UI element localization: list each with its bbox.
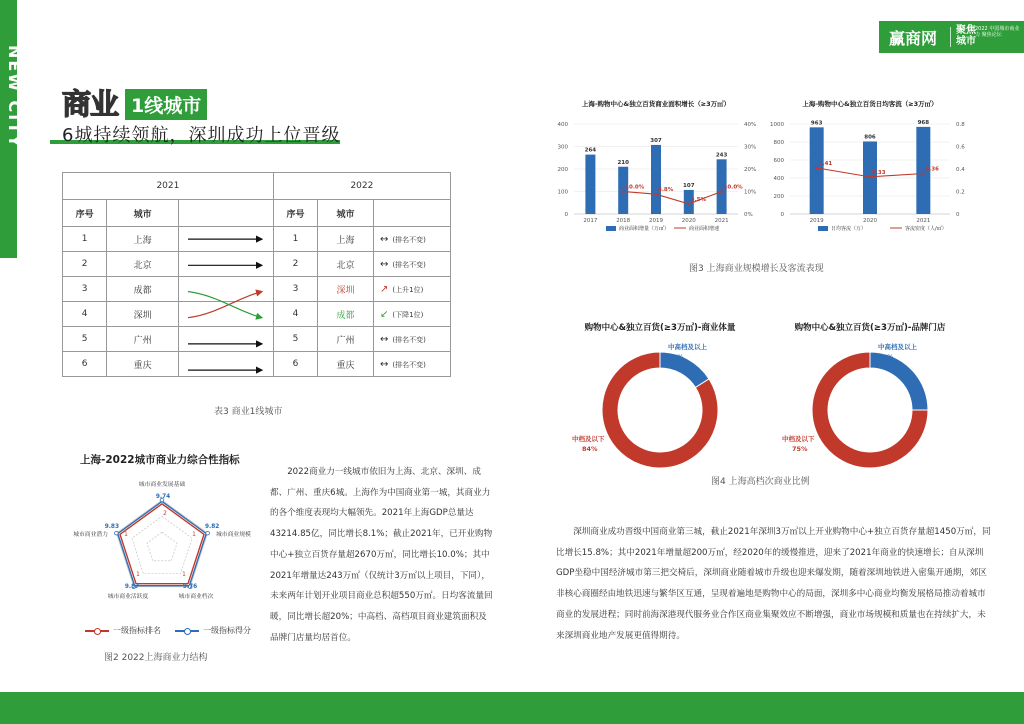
rank-change-label: (排名不变) bbox=[392, 335, 426, 344]
city-2021: 深圳 bbox=[107, 302, 179, 327]
y-tick-right: 10% bbox=[744, 189, 757, 196]
footfall-chart bbox=[760, 96, 986, 242]
bar-value-label: 806 bbox=[864, 134, 876, 141]
radar-axis-label: 城市商业发展基础 bbox=[138, 482, 186, 488]
donut-title: 购物中心&独立百货(≥3万㎡)-商业体量 bbox=[584, 323, 736, 333]
city-2021: 重庆 bbox=[107, 352, 179, 377]
rank-2021: 3 bbox=[63, 277, 107, 302]
rank-2021: 1 bbox=[63, 227, 107, 252]
col-no-2022: 序号 bbox=[273, 200, 317, 227]
city-2022: 深圳 bbox=[318, 277, 374, 302]
y-tick-left: 200 bbox=[557, 167, 568, 173]
y-tick-left: 100 bbox=[557, 189, 568, 196]
line-value-label: 4.5% bbox=[690, 196, 707, 203]
y-tick-right: 0.4 bbox=[956, 167, 965, 173]
rank-2021: 5 bbox=[63, 327, 107, 352]
rank-change bbox=[374, 352, 451, 377]
section-title-highlight: 1线城市 bbox=[125, 89, 207, 120]
line-point bbox=[622, 190, 625, 193]
rank-2021: 2 bbox=[63, 252, 107, 277]
bottom-accent-band bbox=[0, 692, 1024, 724]
rank-2022: 6 bbox=[273, 352, 317, 377]
rank-2022: 3 bbox=[273, 277, 317, 302]
unchanged-arrow-icon: ↔ bbox=[380, 333, 389, 345]
paragraph-right: 深圳商业成功晋级中国商业第三城，截止2021年深圳3万㎡以上开业购物中心+独立百货存量超1450万㎡，同比增长15.8%；其中2021年增量超200万㎡，经2020年的缓慢推进，迎来了2021年商业的快速增长；自从深圳GDP坐稳中国经济城市第三把交椅后，深圳商业随着城市升级也迎来爆发期，随着深圳地铁进入密集开通期，郊区非核心商圈经由地铁迅速与繁华区互通，呈现着遍地是购物中心的局面，深圳多中心商业均衡发展格局推动着城市商业的发展进程；同时前海深港现代服务业合作区商业集聚效应不断增强，商业市场规模和质量也在持续扩大，未来深圳商业地产发展更值得期待。 bbox=[556, 527, 991, 641]
y-tick-left: 0 bbox=[564, 212, 568, 218]
rank-change bbox=[374, 277, 451, 302]
city-2022: 成都 bbox=[318, 302, 374, 327]
side-label: NEW CITY bbox=[5, 45, 24, 149]
col-city-2022: 城市 bbox=[318, 200, 374, 227]
slice-pct: 25% bbox=[878, 353, 894, 361]
radar-rank-label: 1 bbox=[124, 532, 128, 538]
y-tick-right: 0.2 bbox=[956, 189, 965, 196]
line-point bbox=[688, 203, 691, 206]
radar-axis-label: 城市商业活跃度 bbox=[107, 594, 149, 600]
radar-score-label: 9.87 bbox=[124, 584, 140, 590]
rank-2021: 4 bbox=[63, 302, 107, 327]
donut-title: 购物中心&独立百货(≥3万㎡)-品牌门店 bbox=[794, 323, 946, 333]
x-tick-label: 2021 bbox=[916, 218, 931, 224]
x-tick-label: 2019 bbox=[649, 218, 663, 224]
radar-score-label: 9.83 bbox=[104, 524, 119, 530]
logo-main: 赢商网 bbox=[889, 29, 938, 48]
legend-label-bar: 日均客流（万） bbox=[831, 226, 867, 232]
paragraph-left: 2022商业力一线城市依旧为上海、北京、深圳、成都、广州、重庆6城。上海作为中国商业第一城，其商业力的各个维度表现均大幅领先。2021年上海GDP总量达43214.85亿，同比增长8.1%；截止2021年，已开业购物中心+独立百货存量超2670万㎡，同比增长10.0%；其中2021年增量达243万㎡（仅统计3万㎡以上项目，下同），未来两年计划开业项目商业总积超550万㎡。日均客流量回暖，同比增长超20%；中高档、高档项目商业建筑面积及品牌门店量均居首位。 bbox=[270, 467, 493, 643]
line-point bbox=[815, 167, 818, 170]
city-2021: 广州 bbox=[107, 327, 179, 352]
line-value-label: 0.33 bbox=[872, 169, 886, 176]
ranking-arrows bbox=[178, 226, 274, 382]
legend-rank-marker bbox=[94, 628, 101, 635]
line-value-label: 10.0% bbox=[625, 184, 645, 191]
radar-grid bbox=[132, 516, 192, 573]
radar-chart bbox=[62, 478, 262, 628]
x-tick-label: 2017 bbox=[583, 218, 598, 224]
table-caption: 表3 商业1线城市 bbox=[214, 407, 283, 417]
section-title-outline: 商业 bbox=[62, 87, 119, 121]
col-arrow bbox=[178, 200, 273, 227]
radar-legend bbox=[85, 625, 265, 637]
rank-change bbox=[374, 227, 451, 252]
unchanged-arrow-icon: ↔ bbox=[380, 358, 389, 370]
radar-series-score bbox=[118, 501, 207, 585]
area-growth-chart bbox=[552, 96, 774, 242]
rank-change-label: (下降1位) bbox=[392, 310, 424, 319]
line-point bbox=[869, 176, 872, 179]
col-no-2021: 序号 bbox=[63, 200, 107, 227]
radar-point bbox=[115, 531, 119, 535]
x-tick-label: 2021 bbox=[714, 218, 729, 224]
radar-rank-label: 1 bbox=[136, 572, 140, 578]
legend-score-marker bbox=[184, 628, 191, 635]
logo-divider bbox=[950, 27, 951, 47]
fall-arrow-icon: ↙ bbox=[380, 308, 389, 320]
legend-rank-label: 一级指标排名 bbox=[113, 626, 161, 635]
city-2022: 上海 bbox=[318, 227, 374, 252]
unchanged-arrow-icon: ↔ bbox=[380, 233, 389, 245]
brand-logo bbox=[879, 21, 1024, 53]
bar bbox=[585, 155, 595, 214]
bar-value-label: 307 bbox=[650, 137, 662, 144]
bar bbox=[651, 145, 661, 214]
section-subtitle: 6城持续领航，深圳成功上位晋级 bbox=[62, 125, 341, 146]
rank-change bbox=[374, 327, 451, 352]
rank-change bbox=[374, 302, 451, 327]
y-tick-left: 1000 bbox=[770, 122, 784, 128]
table-header-row bbox=[63, 200, 451, 227]
rank-change-label: (排名不变) bbox=[392, 360, 426, 369]
line-series bbox=[623, 192, 721, 204]
fig3-caption: 图3 上海商业规模增长及客流表现 bbox=[689, 264, 824, 274]
rise-arrow-icon: ↗ bbox=[380, 283, 389, 295]
bar-value-label: 963 bbox=[810, 120, 823, 127]
rank-2022: 5 bbox=[273, 327, 317, 352]
bar-value-label: 243 bbox=[715, 152, 728, 159]
chart-title: 上海-购物中心&独立百货日均客流（≥3万㎡） bbox=[802, 100, 938, 108]
slice-label: 中档及以下 bbox=[782, 435, 815, 443]
y-tick-left: 0 bbox=[780, 212, 784, 218]
radar-grid bbox=[147, 532, 177, 561]
legend-label-line: 商业面积增速 bbox=[689, 226, 720, 232]
rank-change-label: (排名不变) bbox=[392, 260, 426, 269]
bar-value-label: 107 bbox=[683, 182, 695, 189]
y-tick-right: 0% bbox=[744, 212, 753, 218]
radar-axis-label: 城市商业档次 bbox=[178, 594, 214, 600]
y-tick-left: 300 bbox=[557, 144, 568, 151]
rank-2021: 6 bbox=[63, 352, 107, 377]
radar-title: 上海-2022城市商业力综合性指标 bbox=[80, 454, 240, 466]
radar-series-rank bbox=[120, 504, 204, 584]
year-2021: 2021 bbox=[63, 173, 274, 200]
radar-rank-label: 1 bbox=[192, 532, 196, 538]
city-2021: 上海 bbox=[107, 227, 179, 252]
line-point bbox=[922, 172, 925, 175]
year-2022: 2022 bbox=[273, 173, 450, 200]
bar-value-label: 968 bbox=[917, 119, 930, 126]
radar-axis-label: 城市商业规模 bbox=[216, 532, 251, 538]
logo-tiny: 2022 中国城市商业力 聚焦论坛 bbox=[975, 26, 1020, 38]
rank-change bbox=[374, 252, 451, 277]
city-2022: 广州 bbox=[318, 327, 374, 352]
rank-2022: 1 bbox=[273, 227, 317, 252]
legend-score-label: 一级指标得分 bbox=[203, 626, 251, 635]
radar-caption: 图2 2022上海商业力结构 bbox=[104, 653, 208, 663]
fig4-caption: 图4 上海高档次商业比例 bbox=[711, 477, 810, 487]
unchanged-arrow-icon: ↔ bbox=[380, 258, 389, 270]
logo-sub: 聚焦 城市 bbox=[956, 25, 976, 47]
y-tick-right: 40% bbox=[744, 122, 757, 128]
city-2021: 成都 bbox=[107, 277, 179, 302]
rank-2022: 4 bbox=[273, 302, 317, 327]
x-tick-label: 2019 bbox=[809, 218, 824, 224]
line-value-label: 0.41 bbox=[818, 160, 833, 167]
slice-label: 中档及以下 bbox=[572, 435, 605, 443]
radar-point bbox=[206, 531, 210, 535]
line-point bbox=[655, 193, 658, 196]
radar-axis-label: 城市商业潜力 bbox=[73, 532, 108, 538]
y-tick-right: 0.6 bbox=[956, 144, 965, 151]
bar-value-label: 210 bbox=[617, 159, 629, 166]
city-2021: 北京 bbox=[107, 252, 179, 277]
radar-rank-label: 2 bbox=[163, 511, 167, 517]
radar-score-label: 9.74 bbox=[155, 494, 171, 500]
y-tick-right: 20% bbox=[744, 167, 757, 173]
x-tick-label: 2020 bbox=[681, 218, 696, 224]
table-year-row bbox=[63, 173, 451, 200]
y-tick-left: 600 bbox=[773, 158, 784, 164]
col-city-2021: 城市 bbox=[107, 200, 179, 227]
legend-label-line: 客流密度（人/㎡） bbox=[905, 226, 947, 232]
y-tick-left: 200 bbox=[773, 194, 784, 200]
rank-change-label: (排名不变) bbox=[392, 235, 426, 244]
line-value-label: 0.36 bbox=[925, 166, 939, 173]
line-value-label: 8.8% bbox=[658, 187, 674, 194]
city-2022: 重庆 bbox=[318, 352, 374, 377]
legend-label-bar: 商业面积增量（万㎡） bbox=[619, 226, 670, 232]
col-status bbox=[374, 200, 451, 227]
slice-label: 中高档及以上 bbox=[878, 343, 917, 351]
y-tick-right: 30% bbox=[744, 144, 757, 151]
donut-volume bbox=[560, 318, 760, 478]
legend-swatch-bar bbox=[818, 226, 828, 231]
line-value-label: 10.0% bbox=[723, 184, 743, 191]
slice-pct: 84% bbox=[582, 445, 598, 453]
y-tick-left: 400 bbox=[557, 122, 568, 128]
chart-title: 上海-购物中心&独立百货商业面积增长（≥3万㎡） bbox=[581, 100, 731, 108]
bar-value-label: 264 bbox=[584, 147, 597, 154]
bar bbox=[810, 127, 824, 214]
rank-change-label: (上升1位) bbox=[392, 285, 424, 294]
y-tick-right: 0 bbox=[956, 212, 960, 218]
slice-label: 中高档及以上 bbox=[668, 343, 707, 351]
slice-pct: 75% bbox=[792, 445, 808, 453]
x-tick-label: 2020 bbox=[863, 218, 877, 224]
y-tick-left: 800 bbox=[773, 140, 784, 146]
radar-rank-label: 1 bbox=[182, 572, 186, 578]
y-tick-left: 400 bbox=[773, 176, 784, 182]
x-tick-label: 2018 bbox=[616, 218, 631, 224]
radar-score-label: 9.76 bbox=[182, 584, 198, 590]
city-2022: 北京 bbox=[318, 252, 374, 277]
donut-stores bbox=[770, 318, 970, 478]
y-tick-right: 0.8 bbox=[956, 122, 965, 128]
slice-pct: 16% bbox=[668, 353, 684, 361]
rank-2022: 2 bbox=[273, 252, 317, 277]
legend-swatch-bar bbox=[606, 226, 616, 231]
radar-score-label: 9.82 bbox=[205, 524, 220, 530]
line-point bbox=[720, 190, 723, 193]
